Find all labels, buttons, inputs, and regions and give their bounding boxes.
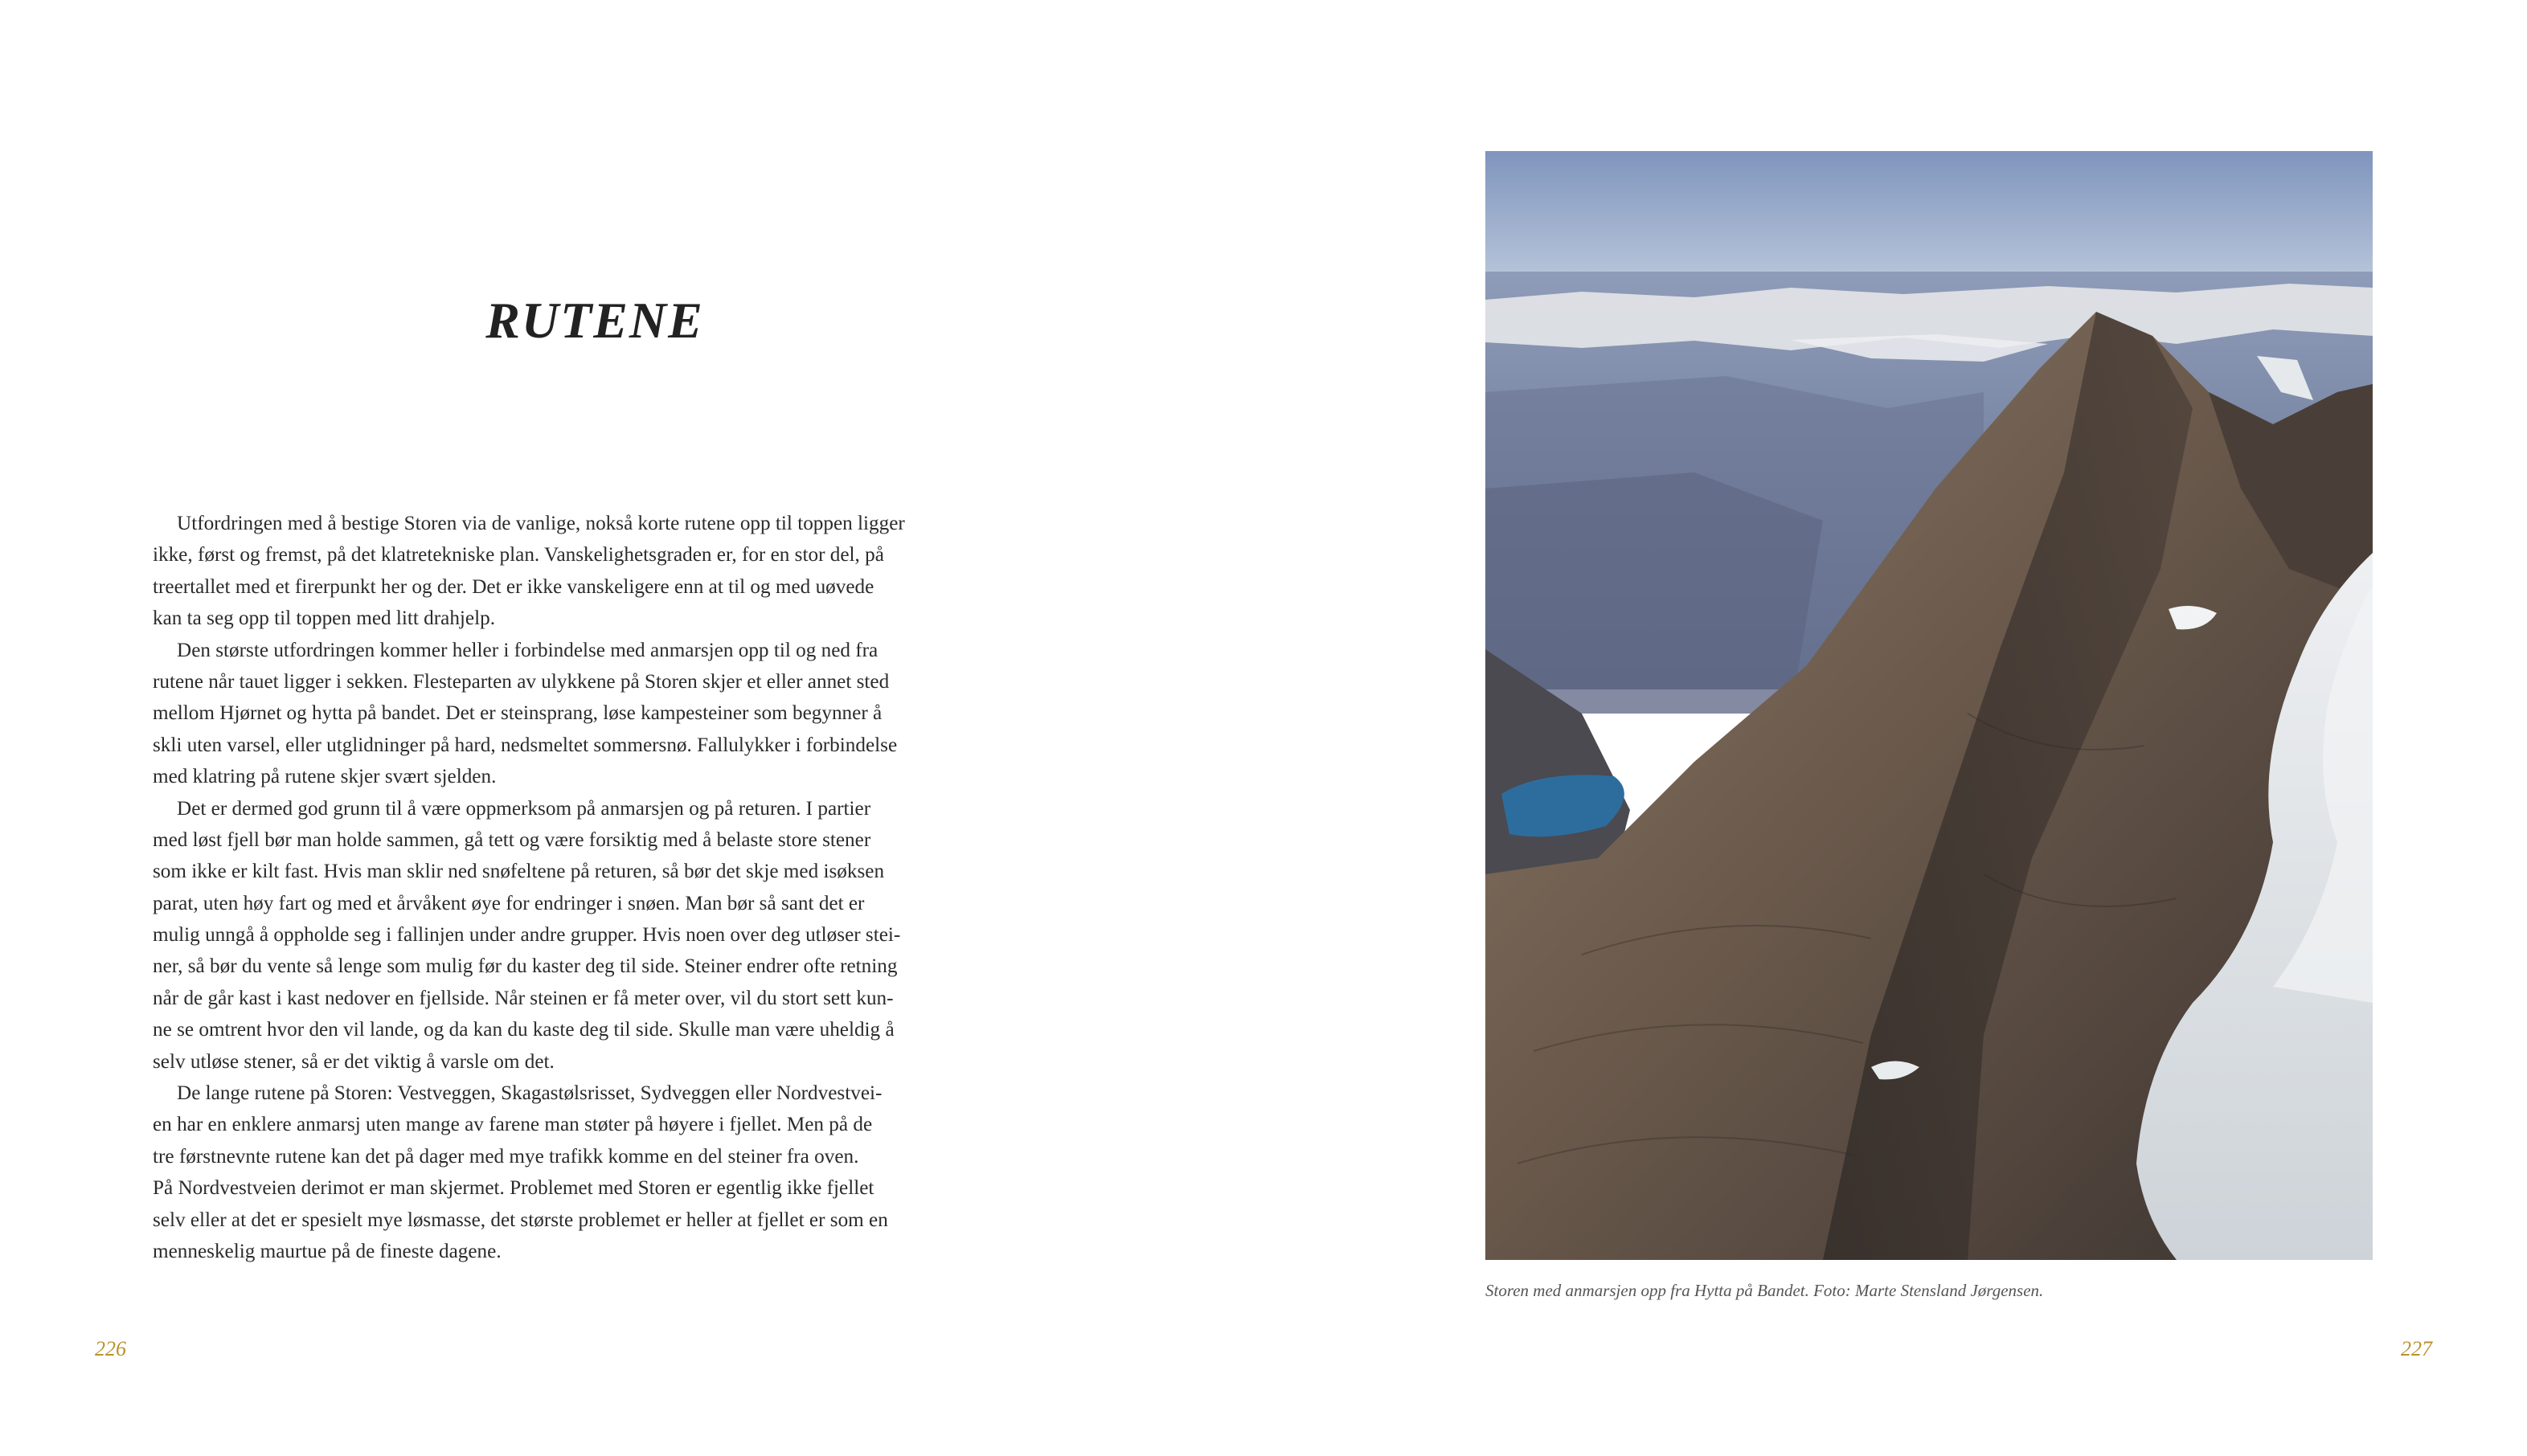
text-line: mulig unngå å oppholde seg i fallinjen under andre grupper. Hvis noen over deg utløser stei- bbox=[153, 924, 901, 947]
text-line: På Nordvestveien derimot er man skjermet. Problemet med Storen er egentlig ikke fjellet bbox=[153, 1177, 874, 1200]
text-line: skli uten varsel, eller utglidninger på hard, nedsmeltet sommersnø. Fallulykker i forbindelse bbox=[153, 734, 898, 756]
text-line: selv utløse stener, så er det viktig å varsle om det. bbox=[153, 1050, 555, 1073]
text-line: som ikke er kilt fast. Hvis man sklir ned snøfeltene på returen, så bør det skje med isøksen bbox=[153, 861, 885, 883]
page-number-right: 227 bbox=[2401, 1337, 2432, 1360]
text-line: med klatring på rutene skjer svært sjelden. bbox=[153, 766, 497, 788]
chapter-title: RUTENE bbox=[485, 292, 704, 349]
right-page bbox=[1264, 0, 2527, 1456]
text-line: ne se omtrent hvor den vil lande, og da kan du kaste deg til side. Skulle man være uheldig å bbox=[153, 1019, 895, 1041]
text-line: De lange rutene på Storen: Vestveggen, Skagastølsrisset, Sydveggen eller Nordvestvei- bbox=[177, 1082, 883, 1105]
text-line: når de går kast i kast nedover en fjellside. Når steinen er få meter over, vil du stort sett kun- bbox=[153, 987, 894, 1009]
text-line: ner, så bør du vente så lenge som mulig før du kaster deg til side. Steiner endrer ofte retning bbox=[153, 955, 898, 978]
text-line: mellom Hjørnet og hytta på bandet. Det er steinsprang, løse kampesteiner som begynner å bbox=[153, 702, 883, 725]
text-line: en har en enklere anmarsj uten mange av farene man støter på høyere i fjellet. Men på de bbox=[153, 1114, 873, 1136]
text-line: Det er dermed god grunn til å være oppmerksom på anmarsjen og på returen. I partier bbox=[177, 797, 871, 820]
text-line: Den største utfordringen kommer heller i forbindelse med anmarsjen opp til og ned fra bbox=[177, 639, 879, 661]
page-number-left: 226 bbox=[95, 1337, 126, 1360]
text-line: Utfordringen med å bestige Storen via de vanlige, nokså korte rutene opp til toppen ligger bbox=[177, 513, 905, 534]
text-line: menneskelig maurtue på de fineste dagene. bbox=[153, 1240, 502, 1262]
text-line: ikke, først og fremst, på det klatretekniske plan. Vanskelighetsgraden er, for en stor del, på bbox=[153, 544, 884, 566]
body-text bbox=[153, 508, 1045, 1267]
mountain-peak-photo bbox=[1485, 151, 2373, 1260]
text-line: treertallet med et firerpunkt her og der. Det er ikke vanskeligere enn at til og med uøvede bbox=[153, 575, 874, 598]
text-line: rutene når tauet ligger i sekken. Flesteparten av ulykkene på Storen skjer et eller annet sted bbox=[153, 670, 890, 693]
text-line: parat, uten høy fart og med et årvåkent øye for endringer i snøen. Man bør så sant det er bbox=[153, 892, 865, 914]
text-line: med løst fjell bør man holde sammen, gå tett og være forsiktig med å belaste store stener bbox=[153, 828, 871, 851]
photo-caption: Storen med anmarsjen opp fra Hytta på Bandet. Foto: Marte Stensland Jørgensen. bbox=[1485, 1281, 2044, 1300]
text-line: kan ta seg opp til toppen med litt drahjelp. bbox=[153, 607, 495, 630]
text-line: tre førstnevnte rutene kan det på dager med mye trafikk komme en del steiner fra oven. bbox=[153, 1145, 859, 1168]
text-line: selv eller at det er spesielt mye løsmasse, det største problemet er heller at fjellet er som en bbox=[153, 1209, 888, 1231]
